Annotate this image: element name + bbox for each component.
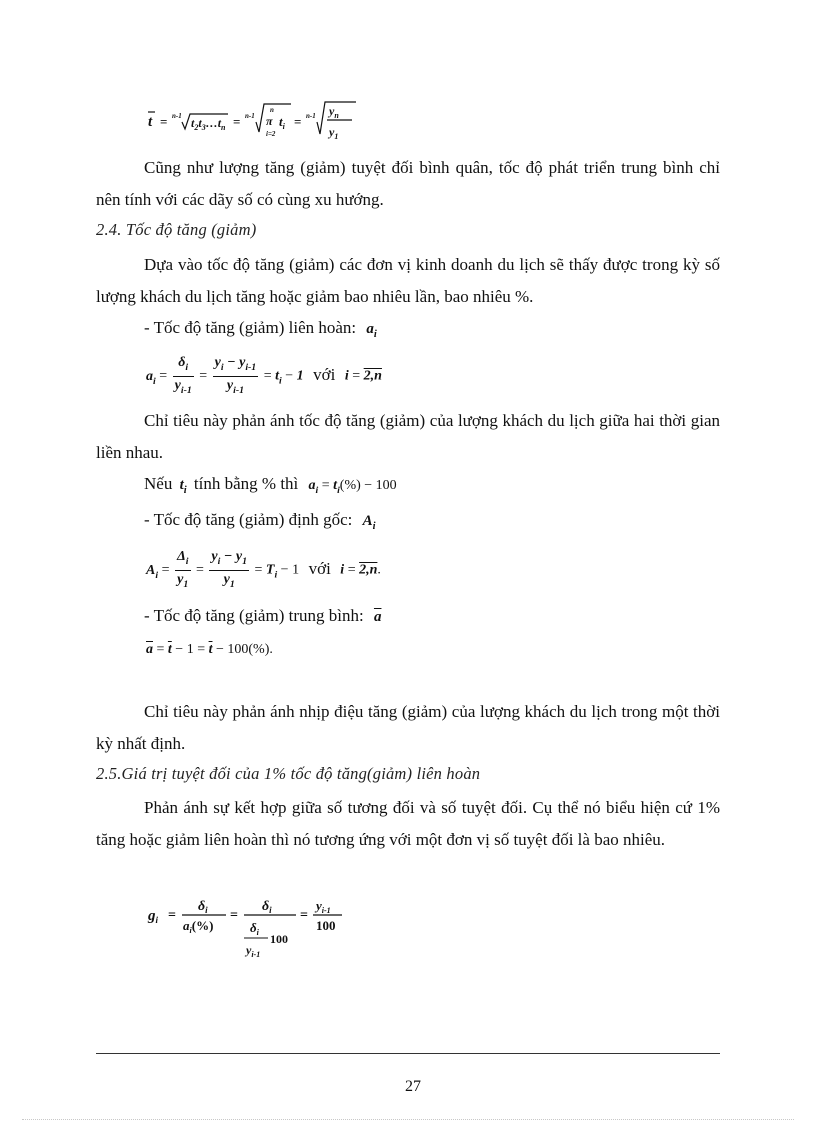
symbol-t-i: $t_i$ (179, 477, 187, 496)
svg-text:δi: $\delta_i$ (262, 899, 272, 915)
symbol-A-i: $A_i$ (362, 513, 376, 532)
svg-text:n: n (270, 106, 274, 114)
page-bottom-dotted-border (22, 1119, 794, 1120)
footer-rule (96, 1053, 720, 1054)
percent-note-line (144, 474, 397, 496)
item-chain-growth-rate (144, 318, 377, 340)
svg-text:yn: $y_n$ (329, 104, 339, 120)
paragraph-text: Chỉ tiêu này phản ánh nhịp điệu tăng (giảm) của lượng khách du lịch trong một thời kỳ nhất định. (96, 702, 720, 753)
paragraph-absolute-value (96, 792, 720, 856)
formula-a-i: $a_i$ = $\frac{\delta_i}{y_{i-1}}$ = $\frac{y_i - y_{i-1}}{y_{i-1}}$ = $t_i - 1$ với i = 2,n (146, 355, 382, 396)
percent-note-text-2: tính bằng % thì (193, 474, 299, 493)
svg-text:i=2: i=2 (266, 130, 276, 138)
paragraph-chain-meaning (96, 405, 720, 469)
section-heading-2-5: 2.5.Giá trị tuyệt đối của 1% tốc độ tăng(giảm) liên hoàn (96, 764, 481, 783)
paragraph-text: Dựa vào tốc độ tăng (giảm) các đơn vị kinh doanh du lịch sẽ thấy được trong kỳ số lượng khách du lịch tăng hoặc giảm bao nhiêu lần, bao nhiêu %. (96, 255, 720, 306)
paragraph-mean-growth-note (96, 152, 720, 216)
formula-percent: $a_i = t_i(\%) - 100$ (308, 478, 397, 496)
svg-text:=: = (294, 114, 302, 129)
item-label: - Tốc độ tăng (giảm) liên hoàn: (144, 318, 357, 337)
paragraph-mean-meaning (96, 696, 720, 760)
svg-text:100: 100 (270, 932, 288, 946)
svg-text:=: = (168, 908, 176, 923)
formula-mean-growth-graphic (146, 98, 376, 144)
svg-text:n-1: n-1 (306, 112, 316, 120)
formula-g-i (146, 894, 376, 971)
formula-g-i-graphic (146, 894, 376, 966)
word-with: với (308, 558, 331, 578)
formula-mean-growth (146, 98, 376, 142)
symbol-a-bar: $\overline{a}$ (373, 609, 382, 625)
word-with: với (313, 364, 336, 384)
item-label: - Tốc độ tăng (giảm) trung bình: (144, 606, 364, 625)
symbol-a-i: $a_i$ (366, 321, 377, 340)
svg-text:t: t (148, 114, 153, 130)
svg-text:δi: $\delta_i$ (198, 899, 208, 915)
section-heading-2-4: 2.4. Tốc độ tăng (giảm) (96, 220, 257, 239)
item-label: - Tốc độ tăng (giảm) định gốc: (144, 510, 353, 529)
svg-text:ti: $t_i$ (279, 114, 285, 131)
formula-A-i: $A_i$ = $\frac{\Delta_i}{y_1}$ = $\frac{y_i - y_1}{y_1}$ = $T_i - 1$ với i = 2,n. (146, 549, 381, 590)
svg-text:n-1: n-1 (245, 112, 255, 120)
svg-text:t2t3…tn: $t_2t_3\dots t_n$ (191, 116, 226, 132)
svg-text:=: = (160, 114, 168, 129)
page-number: 27 (405, 1078, 421, 1095)
svg-text:π: π (266, 114, 273, 128)
paragraph-text: Chỉ tiêu này phản ánh tốc độ tăng (giảm) của lượng khách du lịch giữa hai thời gian liền nhau. (96, 411, 720, 462)
paragraph-growth-rate-intro (96, 249, 720, 313)
svg-text:yi-1: $y_{i-1}$ (316, 898, 331, 915)
svg-text:n-1: n-1 (172, 112, 182, 120)
svg-text:gi: $g_i$ (148, 908, 159, 925)
paragraph-text: Phản ánh sự kết hợp giữa số tương đối và số tuyệt đối. Cụ thể nó biểu hiện cứ 1% tăng hoặc giảm liên hoàn thì nó tương ứng với một đơn vị số tuyệt đối là bao nhiêu. (96, 798, 720, 849)
svg-text:ai(%): $a_i(\%)$ (183, 918, 214, 935)
item-mean-growth-rate (144, 606, 381, 626)
item-fixed-base-growth-rate (144, 510, 376, 532)
svg-text:=: = (230, 908, 238, 923)
svg-text:100: 100 (316, 918, 336, 933)
svg-text:y1: $y_1$ (329, 125, 339, 141)
svg-text:=: = (233, 114, 241, 129)
percent-note-text-1: Nếu (144, 474, 173, 493)
svg-text:=: = (300, 908, 308, 923)
paragraph-text: Cũng như lượng tăng (giảm) tuyệt đối bình quân, tốc độ phát triển trung bình chỉ nên tính với các dãy số có cùng xu hướng. (96, 158, 720, 209)
svg-text:δi: $\delta_i$ (250, 920, 259, 937)
svg-text:yi-1: $y_{i-1}$ (246, 943, 261, 959)
formula-a-bar: $\overline{a} = \overline{t} - 1 = \overline{t} - 100(\%)$. (146, 642, 273, 657)
